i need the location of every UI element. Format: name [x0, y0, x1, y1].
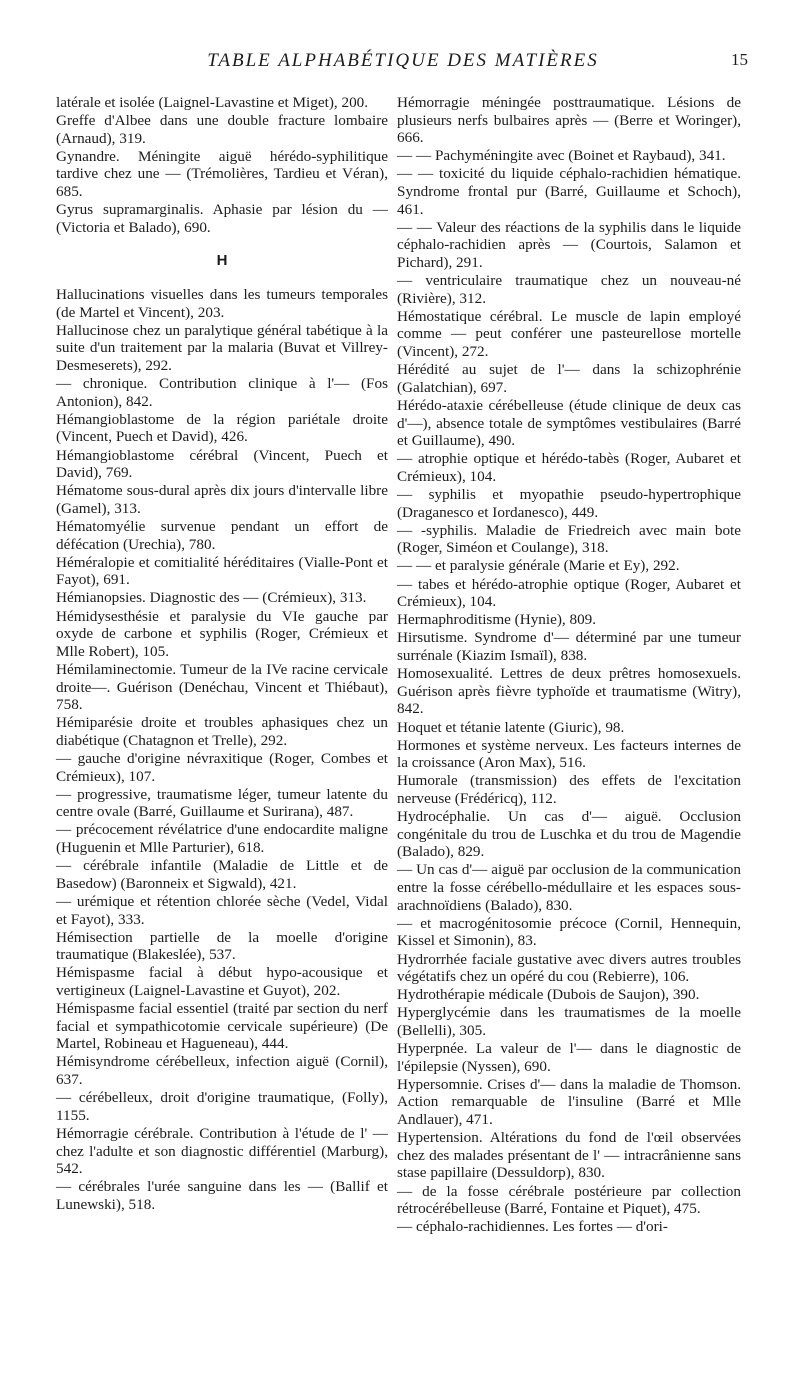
index-entry: — de la fosse cérébrale postérieure par collection rétrocérébelleuse (Barré, Fontaine et Piquet), 475.	[397, 1182, 741, 1218]
index-entry: — chronique. Contribution clinique à l'— (Fos Antonion), 842.	[56, 375, 388, 410]
index-entry: — — et paralysie générale (Marie et Ey), 292.	[397, 557, 680, 575]
index-entry: Hormones et système nerveux. Les facteurs internes de la croissance (Aron Max), 516.	[397, 736, 741, 772]
index-entry: Greffe d'Albee dans une double fracture lombaire (Arnaud), 319.	[56, 112, 388, 147]
index-entry: Hémangioblastome de la région pariétale droite (Vincent, Puech et David), 426.	[56, 410, 388, 446]
index-entry: Héméralopie et comitialité héréditaires (Vialle-Pont et Fayot), 691.	[56, 553, 388, 589]
index-entry: Hémidysesthésie et paralysie du VIe gauche par oxyde de carbone et syphilis (Roger, Crémieux et Mlle Robert), 105.	[56, 607, 388, 660]
index-entry: Hémianopsies. Diagnostic des — (Crémieux), 313.	[56, 589, 367, 607]
index-entry: Hallucinations visuelles dans les tumeurs temporales (de Martel et Vincent), 203.	[56, 285, 388, 321]
index-entry: Hémisection partielle de la moelle d'origine traumatique (Blakeslée), 537.	[56, 928, 388, 964]
index-entry: latérale et isolée (Laignel-Lavastine et Miget), 200.	[56, 94, 369, 111]
index-entry: Hémispasme facial essentiel (traité par section du nerf facial et sympathicotomie cervicale supérieure) (De Martel, Robineau et Hagueneau), 444.	[56, 1000, 388, 1053]
index-entry: — — Pachyméningite avec (Boinet et Raybaud), 341.	[397, 147, 726, 165]
index-entry: Hémispasme facial à début hypo-acousique et vertigineux (Laignel-Lavastine et Guyot), 202.	[56, 964, 388, 999]
index-entry: Hyperpnée. La valeur de l'— dans le diagnostic de l'épilepsie (Nyssen), 690.	[397, 1040, 741, 1075]
index-entry: Hoquet et tétanie latente (Giuric), 98.	[397, 718, 625, 736]
index-entry: — gauche d'origine névraxitique (Roger, Combes et Crémieux), 107.	[56, 749, 388, 785]
index-entry: Hémostatique cérébral. Le muscle de lapin employé comme — peut conférer une pasteurellose mortelle (Vincent), 272.	[397, 307, 741, 361]
index-entry: — cérébrales l'urée sanguine dans les — (Ballif et Lunewski), 518.	[56, 1178, 388, 1213]
index-entry: — Un cas d'— aiguë par occlusion de la communication entre la fosse cérébello-médullaire et les espaces sous-arachnoïdiens (Balado), 830.	[397, 861, 741, 914]
index-entry: Gynandre. Méningite aiguë hérédo-syphilitique tardive chez une — (Trémolières, Tardieu et Véran), 685.	[56, 147, 388, 201]
index-entry: — — Valeur des réactions de la syphilis dans le liquide céphalo-rachidien après — (Courtois, Salamon et Pichard), 291.	[397, 218, 741, 271]
left-column	[56, 94, 388, 1214]
index-entry: — — toxicité du liquide céphalo-rachidien hématique. Syndrome frontal pur (Barré, Guillaume et Schoch), 461.	[397, 165, 741, 218]
page-header	[58, 50, 748, 74]
index-entry: Hémiparésie droite et troubles aphasiques chez un diabétique (Chatagnon et Trelle), 292.	[56, 714, 388, 749]
index-entry: — atrophie optique et hérédo-tabès (Roger, Aubaret et Crémieux), 104.	[397, 450, 741, 485]
index-entry: — tabes et hérédo-atrophie optique (Roger, Aubaret et Crémieux), 104.	[397, 575, 741, 611]
index-entry: Hydrothérapie médicale (Dubois de Saujon), 390.	[397, 986, 700, 1004]
index-entry: Hydrocéphalie. Un cas d'— aiguë. Occlusion congénitale du trou de Luschka et du trou de Magendie (Balado), 829.	[397, 808, 741, 861]
index-entry: Hermaphroditisme (Hynie), 809.	[397, 611, 597, 629]
index-entry: Homosexualité. Lettres de deux prêtres homosexuels. Guérison après fièvre typhoïde et traumatisme (Witry), 842.	[397, 665, 741, 718]
index-entry: Hémangioblastome cérébral (Vincent, Puech et David), 769.	[56, 446, 388, 482]
index-entry: — -syphilis. Maladie de Friedreich avec main bote (Roger, Siméon et Coulange), 318.	[397, 521, 741, 557]
index-entry: Hirsutisme. Syndrome d'— déterminé par une tumeur surrénale (Kiazim Ismaïl), 838.	[397, 629, 741, 665]
index-entry: Hémilaminectomie. Tumeur de la IVe racine cervicale droite—. Guérison (Denéchau, Vincent et Thiébaut), 758.	[56, 660, 388, 714]
running-title: TABLE ALPHABÉTIQUE DES MATIÈRES	[207, 50, 599, 71]
index-entry: Hémorragie cérébrale. Contribution à l'étude de l' — chez l'adulte et son diagnostic différentiel (Marburg), 542.	[56, 1124, 388, 1178]
index-entry: — précocement révélatrice d'une endocardite maligne (Huguenin et Mlle Parturier), 618.	[56, 821, 388, 857]
section-letter: H	[216, 252, 228, 270]
index-entry: Hypertension. Altérations du fond de l'œil observées chez des malades présentant de l' — intracrânienne sans stase papillaire (Dessuldorp), 830.	[397, 1129, 741, 1182]
page-number: 15	[731, 50, 748, 69]
index-entry: — progressive, traumatisme léger, tumeur latente du centre ovale (Barré, Guillaume et Surirana), 487.	[56, 785, 388, 821]
index-entry: — et macrogénitosomie précoce (Cornil, Hennequin, Kissel et Simonin), 83.	[397, 914, 741, 950]
index-entry: — céphalo-rachidiennes. Les fortes — d'ori-	[397, 1218, 668, 1236]
index-entry: Hyperglycémie dans les traumatismes de la moelle (Bellelli), 305.	[397, 1004, 741, 1039]
index-entry: Hématomyélie survenue pendant un effort de défécation (Urechia), 780.	[56, 517, 388, 553]
right-column	[397, 94, 741, 1236]
index-entry: Hydrorrhée faciale gustative avec divers autres troubles végétatifs chez un opéré du cou (Rebierre), 106.	[397, 950, 741, 986]
index-entry: — urémique et rétention chlorée sèche (Vedel, Vidal et Fayot), 333.	[56, 892, 388, 928]
index-entry: Hérédité au sujet de l'— dans la schizophrénie (Galatchian), 697.	[397, 361, 741, 396]
index-entry: Hématome sous-dural après dix jours d'intervalle libre (Gamel), 313.	[56, 482, 388, 517]
index-entry: — cérébelleux, droit d'origine traumatique, (Folly), 1155.	[56, 1089, 388, 1124]
index-entry: Hallucinose chez un paralytique général tabétique à la suite d'un traitement par la malaria (Buvat et Villrey-Desmeserets), 292.	[56, 321, 388, 374]
index-entry: Humorale (transmission) des effets de l'excitation nerveuse (Frédéricq), 112.	[397, 772, 741, 807]
index-entry: Hémorragie méningée posttraumatique. Lésions de plusieurs nerfs bulbaires après — (Berre et Woringer), 666.	[397, 94, 741, 147]
index-entry: Hypersomnie. Crises d'— dans la maladie de Thomson. Action remarquable de l'insuline (Barré et Mlle Andlauer), 471.	[397, 1075, 741, 1129]
index-entry: Hérédo-ataxie cérébelleuse (étude clinique de deux cas d'—), absence totale de symptômes vestibulaires (Barré et Guillaume), 490.	[397, 396, 741, 450]
index-entry: Hémisyndrome cérébelleux, infection aiguë (Cornil), 637.	[56, 1053, 388, 1089]
index-entry: — ventriculaire traumatique chez un nouveau-né (Rivière), 312.	[397, 272, 741, 307]
index-entry: — syphilis et myopathie pseudo-hypertrophique (Draganesco et Iordanesco), 449.	[397, 485, 741, 521]
index-entry: Gyrus supramarginalis. Aphasie par lésion du — (Victoria et Balado), 690.	[56, 201, 388, 236]
index-entry: — cérébrale infantile (Maladie de Little et de Basedow) (Baronneix et Sigwald), 421.	[56, 857, 388, 892]
